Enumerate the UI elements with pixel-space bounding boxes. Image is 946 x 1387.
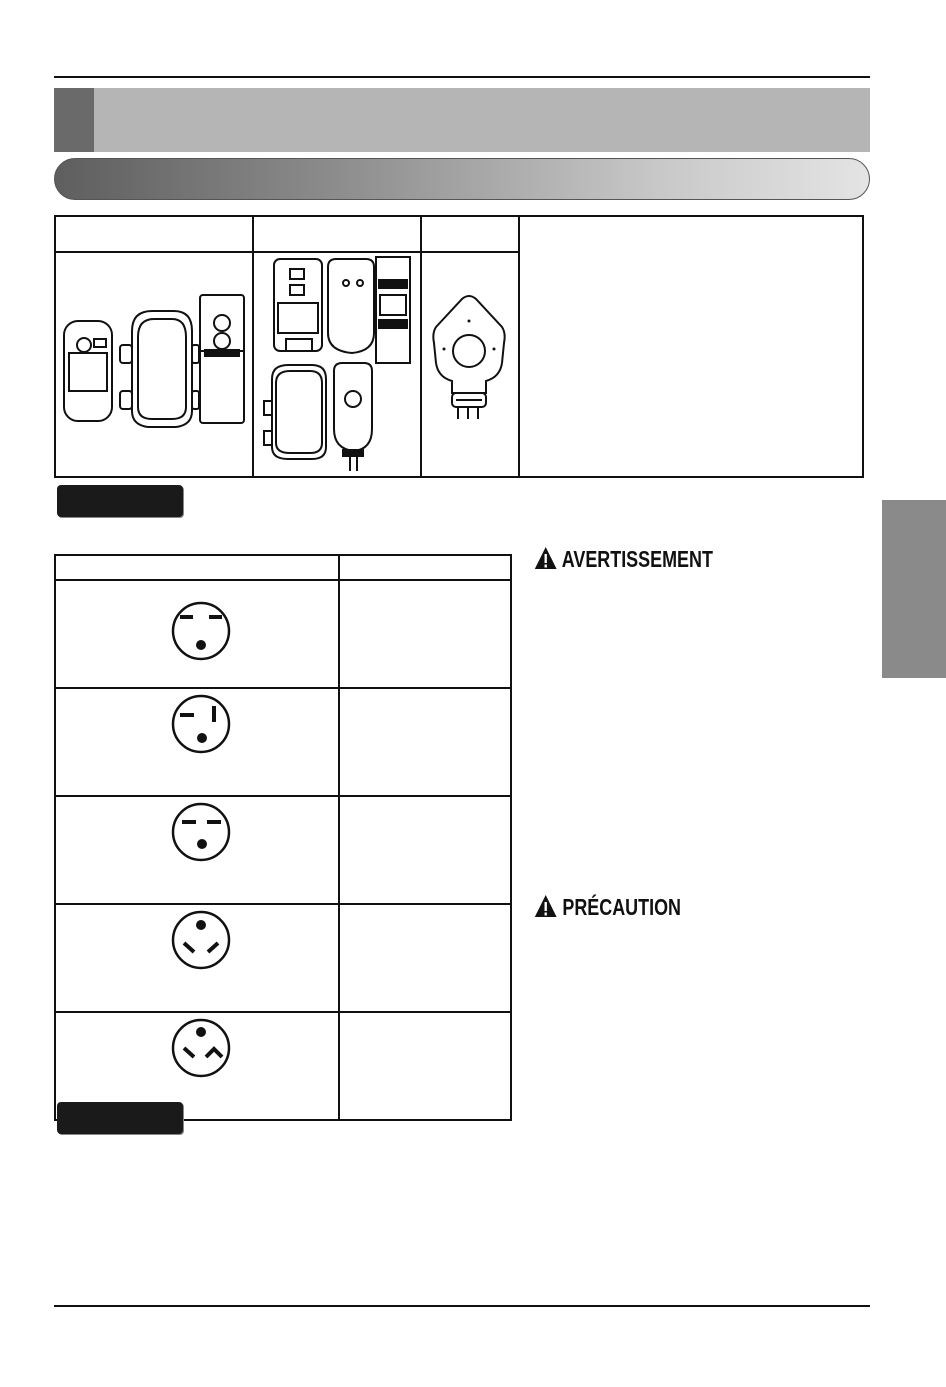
outlet-row-4-text-cell	[339, 904, 511, 1012]
chapter-side-tab	[882, 500, 946, 678]
outlet-header-cell-2	[339, 555, 511, 580]
warning-heading-text: AVERTISSEMENT	[561, 546, 713, 572]
plug-header-cell-1	[55, 216, 253, 252]
section-label-box-2	[57, 1102, 183, 1134]
section-banner	[54, 88, 870, 152]
warning-heading	[534, 546, 713, 573]
outlet-angled-ground-icon	[56, 905, 338, 1006]
outlet-row-1-icon-cell	[55, 580, 339, 688]
outlet-row-2-text-cell	[339, 688, 511, 796]
plug-header-cell-3	[421, 216, 519, 252]
section-banner-tab	[54, 88, 94, 152]
plug-description-cell	[519, 216, 863, 477]
plug-image-cell-2	[253, 252, 421, 477]
plug-image-cell-3	[421, 252, 519, 477]
outlet-row-1-text-cell	[339, 580, 511, 688]
caution-heading-text: PRÉCAUTION	[562, 894, 681, 920]
outlet-row-2-icon-cell	[55, 688, 339, 796]
warning-triangle-icon	[534, 546, 557, 570]
plug-types-table	[54, 215, 864, 478]
section-label-box-1	[57, 485, 183, 517]
outlet-chevron-ground-icon	[56, 1013, 338, 1114]
outlet-row-5-text-cell	[339, 1012, 511, 1120]
outlet-header-cell-1	[55, 555, 339, 580]
outlet-2-blade-horizontal-ground-icon	[56, 797, 338, 898]
warning-triangle-icon	[534, 894, 557, 918]
plug-image-cell-1	[55, 252, 253, 477]
outlet-types-table	[54, 554, 512, 1121]
caution-heading	[534, 894, 681, 921]
three-prong-plug-icon	[422, 253, 516, 471]
outlet-row-3-icon-cell	[55, 796, 339, 904]
outlet-t-blade-ground-icon	[56, 689, 338, 790]
ground-fault-plug-group-1	[56, 253, 250, 471]
outlet-row-4-icon-cell	[55, 904, 339, 1012]
outlet-row-3-text-cell	[339, 796, 511, 904]
bottom-rule	[54, 1305, 870, 1307]
subsection-pill-bar	[54, 158, 870, 200]
outlet-2-blade-round-ground-icon	[56, 581, 338, 682]
plug-header-cell-2	[253, 216, 421, 252]
top-rule	[54, 76, 870, 78]
ground-fault-plug-group-2	[254, 253, 418, 471]
